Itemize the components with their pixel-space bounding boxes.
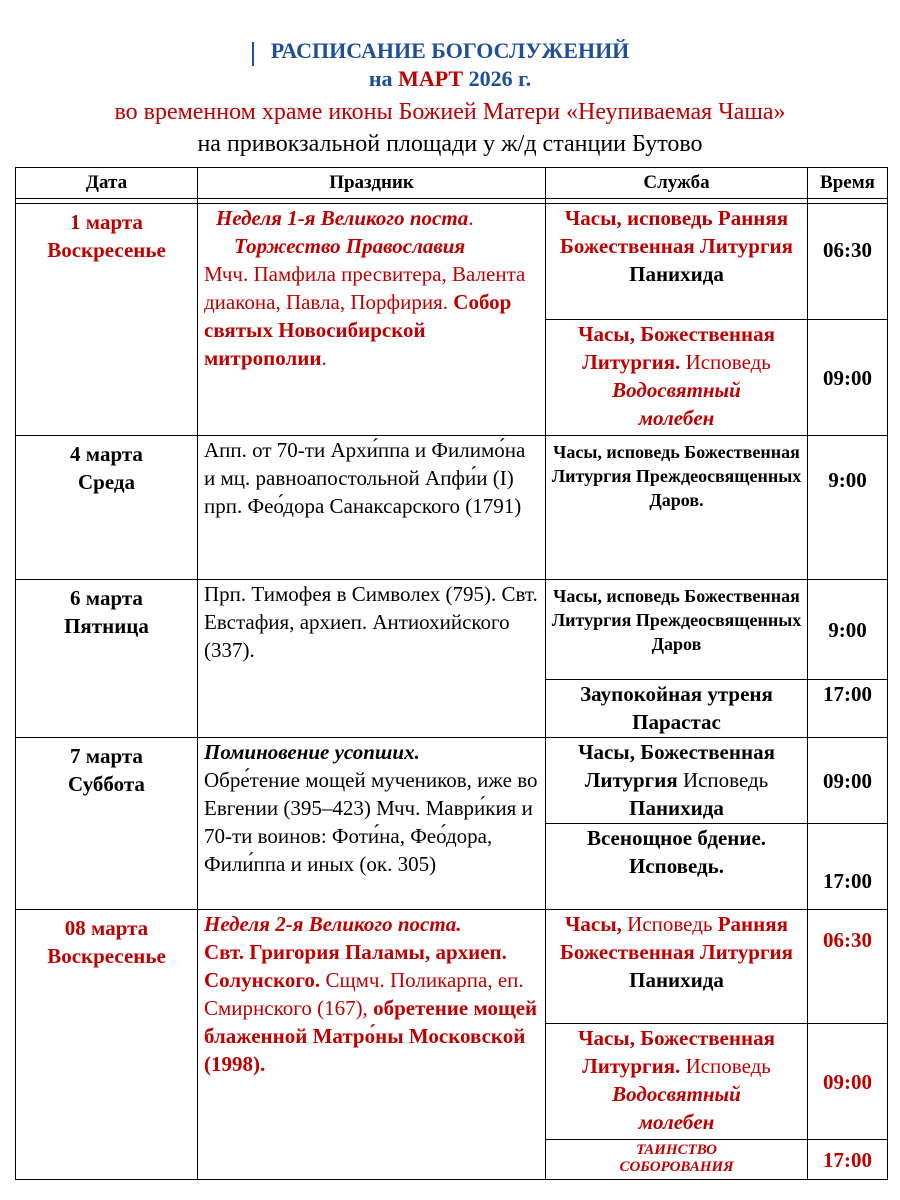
col-header-time: Время [808, 168, 888, 199]
service-cell: Часы, Исповедь Ранняя Божественная Литургия Панихида [546, 910, 808, 1024]
time-cell: 17:00 [808, 680, 888, 738]
service-cell: Часы, исповедь Божественная Литургия Преждеосвященных Даров [546, 580, 808, 680]
schedule-table [15, 167, 888, 1180]
date-cell [16, 204, 198, 436]
feast-cell [198, 738, 546, 910]
church-location: на привокзальной площади у ж/д станции Бутово [197, 131, 703, 157]
feast-subtitle: Торжество Православия [234, 234, 466, 258]
date-label: 1 марта [70, 210, 143, 234]
feast-relics: обретение мощей блаженной Матро́ны Московской (1998). [204, 996, 538, 1076]
time-cell: 17:00 [808, 824, 888, 910]
church-name: во временном храме иконы Божией Матери «Неупиваемая Чаша» [114, 99, 786, 125]
feast-saints: Обре́тение мощей мучеников, иже во Евгении (395–423) Мчч. Маври́кия и 70-ти воинов: Фоти́на, Фео́дора, Фили́ппа и иных (ок. 305) [204, 768, 538, 876]
time-cell: 09:00 [808, 320, 888, 436]
weekday-label: Среда [77, 470, 135, 494]
time-cell: 17:00 [808, 1140, 888, 1180]
title-cursor [252, 42, 254, 66]
col-header-service: Служба [546, 168, 808, 199]
date-cell [16, 580, 198, 738]
service-cell: Часы, Божественная Литургия. Исповедь Водосвятный молебен [546, 320, 808, 436]
table-row [16, 436, 888, 580]
col-header-date: Дата [16, 168, 198, 199]
date-cell [16, 910, 198, 1180]
feast-title: Поминовение усопших. [204, 740, 420, 764]
service-cell: ТАИНСТВО СОБОРОВАНИЯ [546, 1140, 808, 1180]
weekday-label: Воскресенье [47, 238, 166, 262]
month-name: МАРТ [398, 66, 464, 91]
table-row [16, 738, 888, 824]
date-label: 7 марта [70, 744, 143, 768]
feast-title: Неделя 1-я Великого поста [216, 206, 469, 230]
feast-cell [198, 910, 546, 1180]
time-cell: 06:30 [808, 910, 888, 1024]
month-prefix: на [368, 66, 393, 91]
weekday-label: Суббота [68, 772, 145, 796]
date-label: 6 марта [70, 586, 143, 610]
table-row [16, 204, 888, 320]
time-cell: 09:00 [808, 1024, 888, 1140]
feast-council: Собор святых Новосибирской митрополии [204, 290, 512, 370]
table-header-row [16, 168, 888, 199]
date-label: 4 марта [70, 442, 143, 466]
service-cell: Часы, исповедь Божественная Литургия Преждеосвященных Даров. [546, 436, 808, 580]
feast-saints: Сщмч. Поликарпа, еп. Смирнского (167), [204, 968, 524, 1020]
time-cell: 9:00 [808, 436, 888, 580]
service-cell: Всенощное бдение. Исповедь. [546, 824, 808, 910]
feast-saints: Мчч. Памфила пресвитера, Валента диакона, Павла, Порфирия. [204, 262, 526, 314]
service-cell: Заупокойная утреня Парастас [546, 680, 808, 738]
weekday-label: Пятница [64, 614, 149, 638]
weekday-label: Воскресенье [47, 944, 166, 968]
col-header-feast: Праздник [198, 168, 546, 199]
service-cell: Часы, Божественная Литургия Исповедь Панихида [546, 738, 808, 824]
service-cell: Часы, Божественная Литургия. Исповедь Водосвятный молебен [546, 1024, 808, 1140]
page-title: РАСПИСАНИЕ БОГОСЛУЖЕНИЙ [270, 38, 630, 63]
date-cell [16, 436, 198, 580]
time-cell: 06:30 [808, 204, 888, 320]
date-label: 08 марта [64, 916, 149, 940]
feast-cell: Неделя 1-я Великого поста. Торжество Православия Мчч. Памфила пресвитера, Валента диакона, Павла, Порфирия. Собор святых Новосибирской митрополии. [198, 204, 546, 436]
feast-title: Неделя 2-я Великого поста. [204, 912, 462, 936]
month-line [0, 66, 900, 92]
feast-cell: Апп. от 70-ти Архи́ппа и Филимо́на и мц. равноапостольной Апфи́и (I) прп. Фео́дора Санаксарского (1791) [198, 436, 546, 580]
table-row [16, 580, 888, 680]
month-year: 2026 г. [468, 66, 532, 91]
date-cell [16, 738, 198, 910]
time-cell: 09:00 [808, 738, 888, 824]
table-row [16, 910, 888, 1024]
time-cell: 9:00 [808, 580, 888, 680]
service-cell: Часы, исповедь Ранняя Божественная Литургия Панихида [546, 204, 808, 320]
feast-cell: Прп. Тимофея в Символех (795). Свт. Евстафия, архиеп. Антиохийского (337). [198, 580, 546, 738]
feast-saint-main: Свт. Григория Паламы, архиеп. Солунского. [204, 940, 507, 992]
